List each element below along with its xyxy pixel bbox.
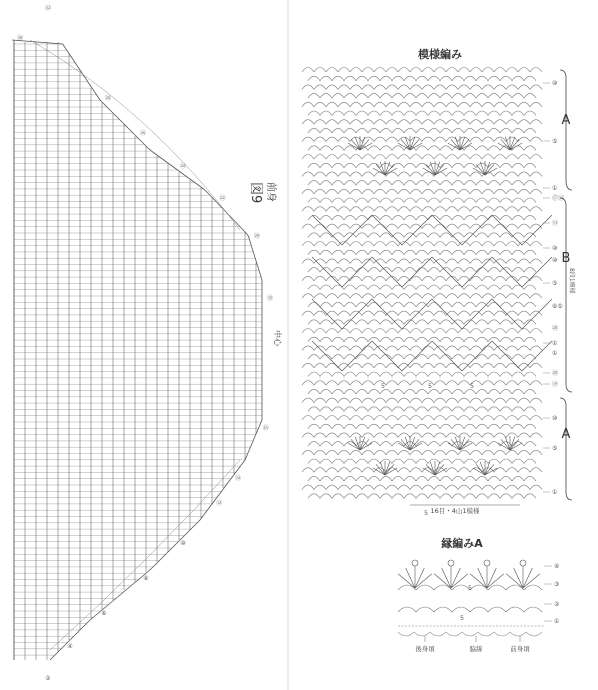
fan-stitch <box>510 439 519 450</box>
mesh-row <box>308 302 536 307</box>
fan-stitch <box>360 143 372 150</box>
row-marker: ⑯ <box>262 425 269 432</box>
edging-row-label: ① <box>554 618 560 625</box>
mesh-row <box>308 320 536 325</box>
edging-picot <box>448 560 454 566</box>
mesh-row <box>302 172 542 177</box>
row-label: ⑬ <box>552 220 559 227</box>
bracket-b-label: B <box>561 251 571 266</box>
bracket-a-bottom <box>560 398 572 500</box>
mesh-row <box>308 389 536 394</box>
fan-stitch <box>510 443 522 450</box>
mesh-row <box>302 68 542 73</box>
mesh-row <box>302 102 542 107</box>
row-marker: ② <box>45 675 51 682</box>
row-marker: ⑭ <box>234 475 242 482</box>
fan-stitch <box>435 462 440 475</box>
mesh-row <box>302 259 542 264</box>
bracket-b <box>560 198 572 392</box>
fan-stitch <box>476 164 485 175</box>
shaping-chart <box>12 4 273 682</box>
mesh-row <box>308 128 536 133</box>
figure-title: 図9 <box>248 182 263 204</box>
edging-picot <box>520 560 526 566</box>
fan-stitch <box>385 168 397 175</box>
fan-stitch <box>460 139 469 150</box>
fan-stitch <box>355 437 360 450</box>
mesh-row <box>308 476 536 481</box>
row-label: ⑤ <box>552 138 558 145</box>
row-label: ① <box>552 489 558 496</box>
fan-stitch <box>373 168 385 175</box>
bracket-a-bottom-label: A <box>561 427 571 442</box>
mesh-row <box>302 416 542 421</box>
mesh-row <box>302 329 542 334</box>
mesh-row <box>302 398 542 403</box>
fan-stitch <box>348 443 360 450</box>
edging-row-label: ④ <box>554 563 560 570</box>
row-marker: ㉘ <box>104 95 112 102</box>
fan-stitch <box>501 439 510 450</box>
fan-stitch <box>360 437 365 450</box>
mesh-row <box>308 233 536 238</box>
inline-number: 5 <box>424 510 428 517</box>
row-marker: ⑫ <box>216 500 223 507</box>
mesh-row <box>302 381 542 386</box>
fan-stitch <box>423 168 435 175</box>
mesh-row <box>302 468 542 473</box>
row-marker: ㉚ <box>16 35 24 42</box>
row-label: ⑩ <box>552 245 558 252</box>
mesh-row <box>308 494 536 499</box>
chevron-row <box>312 257 552 287</box>
fan-stitch <box>473 168 485 175</box>
extra-row-label: ⑥⑤ <box>552 303 563 310</box>
fan-stitch <box>485 464 494 475</box>
row-marker: ㉖ <box>139 130 147 137</box>
row-label: ⑳ <box>552 370 559 377</box>
row-marker: ㉒ <box>219 195 226 202</box>
row-marker: ④ <box>67 643 73 650</box>
fan-stitch <box>398 443 410 450</box>
row-label: ⑤ <box>552 280 558 287</box>
fan-stitch <box>460 437 465 450</box>
row-label: ⑩ <box>552 415 558 422</box>
row-marker: ⑧ <box>143 575 149 582</box>
pattern-b-row-labels <box>544 563 560 625</box>
edging-row-label: ② <box>554 601 560 608</box>
mesh-row <box>308 215 536 220</box>
fan-stitch <box>380 462 385 475</box>
fan-stitch <box>376 164 385 175</box>
fan-stitch <box>460 143 472 150</box>
label-front-body: 前身頃 <box>510 645 530 653</box>
bracket-b-note: 8段1模様 <box>568 268 575 294</box>
mesh-row <box>308 424 536 429</box>
fan-stitch <box>426 464 435 475</box>
mesh-row <box>308 268 536 273</box>
edging-base <box>398 632 542 636</box>
fan-stitch <box>385 464 394 475</box>
mesh-row <box>302 85 542 90</box>
extra-row-label: ① <box>552 350 558 357</box>
pattern-a-title: 模様編み <box>418 48 462 61</box>
chevron-row <box>312 299 552 329</box>
inline-number: 5 <box>381 383 385 390</box>
row-marker: ⑥ <box>101 610 107 617</box>
edging-mesh <box>398 607 542 612</box>
mesh-row <box>308 372 536 377</box>
fan-stitch <box>455 137 460 150</box>
row-label: ① <box>552 340 558 347</box>
mesh-row <box>302 450 542 455</box>
mesh-row <box>308 198 536 203</box>
mesh-row <box>308 76 536 81</box>
label-side-line: 脇線 <box>469 645 483 653</box>
mesh-row <box>308 111 536 116</box>
mesh-row <box>302 276 542 281</box>
mesh-row <box>308 355 536 360</box>
fan-stitch <box>485 168 497 175</box>
edging-fan <box>470 574 487 588</box>
bracket-a-top <box>560 70 572 190</box>
mesh-row <box>308 94 536 99</box>
fan-stitch <box>348 143 360 150</box>
pattern-a-footer: 16目・4山1模様 <box>430 507 480 515</box>
fan-stitch <box>410 443 422 450</box>
mesh-row <box>302 242 542 247</box>
fan-stitch <box>435 164 444 175</box>
row-marker: ⑩ <box>180 540 186 547</box>
mesh-row <box>302 207 542 212</box>
edging-fan <box>398 574 415 588</box>
edging-fan <box>506 574 523 588</box>
fan-stitch <box>360 439 369 450</box>
mesh-row <box>308 337 536 342</box>
edging-inline-number: 5 <box>460 615 464 622</box>
edging-picot <box>412 560 418 566</box>
mesh-row <box>302 485 542 490</box>
mesh-row <box>308 181 536 186</box>
inline-number: 5 <box>428 383 432 390</box>
label-back-body: 後身頃 <box>415 645 435 653</box>
mesh-row <box>308 163 536 168</box>
inline-number: 5 <box>470 383 474 390</box>
edging-inline-number: 5 <box>468 585 472 592</box>
fan-stitch <box>505 437 510 450</box>
mesh-row <box>302 346 542 351</box>
fan-stitch <box>401 439 410 450</box>
chevron-row <box>312 341 552 371</box>
row-label: ⑩ <box>552 80 558 87</box>
fan-stitch <box>460 439 469 450</box>
pattern-a-chart <box>302 68 552 518</box>
edging-row-label: ③ <box>554 581 560 588</box>
fan-stitch <box>426 164 435 175</box>
mesh-row <box>302 433 542 438</box>
fan-stitch <box>460 443 472 450</box>
mesh-row <box>302 155 542 160</box>
extra-row-label: ⑩ <box>552 257 558 264</box>
fan-stitch <box>485 162 490 175</box>
fan-stitch <box>451 439 460 450</box>
figure-subtitle: 前身 <box>265 182 276 202</box>
mesh-row <box>308 407 536 412</box>
fan-stitch <box>455 437 460 450</box>
mesh-row <box>308 146 536 151</box>
fan-stitch <box>385 164 394 175</box>
shaping-guide-bottom <box>50 460 240 650</box>
fan-stitch <box>448 143 460 150</box>
row-marker: ㉔ <box>179 163 186 170</box>
fan-stitch <box>480 462 485 475</box>
edging-fan <box>434 574 451 588</box>
row-label: ⑤ <box>552 445 558 452</box>
bracket-a-top-label: A <box>561 113 571 128</box>
pattern-b-title: 縁編みA <box>441 537 483 550</box>
fan-stitch <box>510 139 519 150</box>
fan-stitch <box>351 439 360 450</box>
row-label: ⑲ <box>552 381 559 388</box>
fan-stitch <box>505 137 510 150</box>
edging-picot <box>484 560 490 566</box>
mesh-row <box>302 294 542 299</box>
fan-stitch <box>498 443 510 450</box>
fan-stitch <box>360 137 365 150</box>
fan-stitch <box>435 168 447 175</box>
mesh-row <box>302 189 542 194</box>
mesh-row <box>308 459 536 464</box>
row-marker: ㉜ <box>44 5 52 12</box>
center-label: 中心 <box>273 330 282 346</box>
mesh-row <box>302 120 542 125</box>
extra-row-label: ⑳ <box>552 325 559 332</box>
row-label: ① <box>552 185 558 192</box>
pattern-b-chart <box>398 560 545 642</box>
mesh-row <box>308 250 536 255</box>
fan-stitch <box>410 439 419 450</box>
chevron-row <box>312 215 552 245</box>
row-marker: ⑱ <box>266 295 274 302</box>
fan-stitch <box>351 139 360 150</box>
row-marker: ⑳ <box>253 233 260 240</box>
row-label: ⑰⑭ <box>552 195 565 202</box>
